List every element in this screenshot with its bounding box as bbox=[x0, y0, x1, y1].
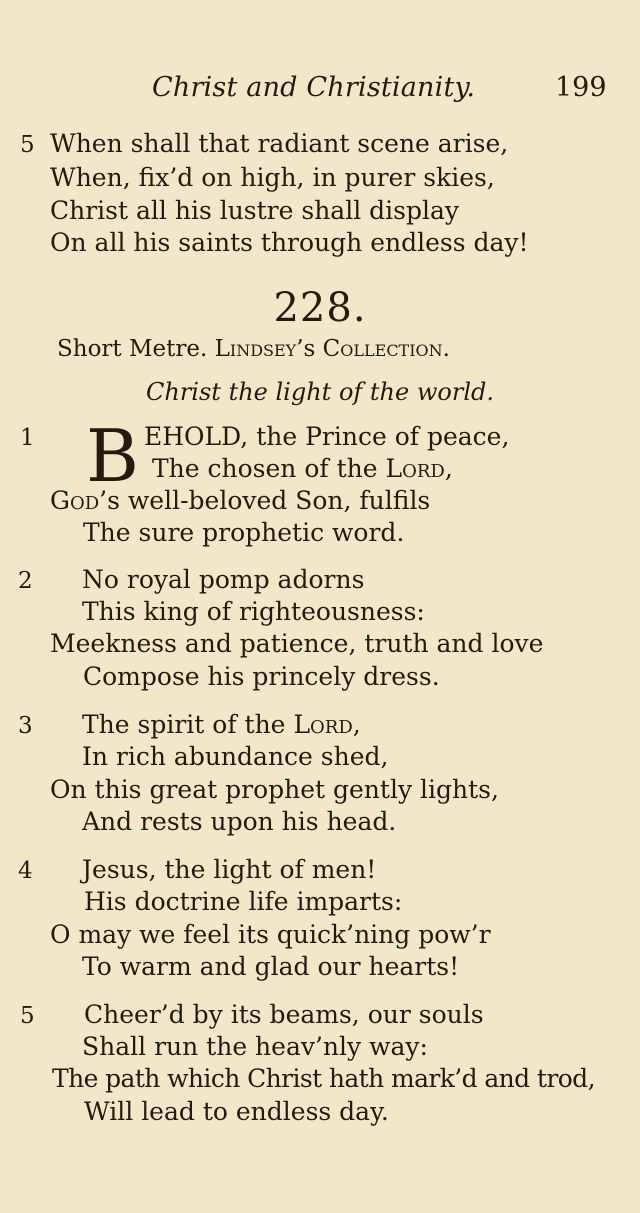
drop-cap: B bbox=[86, 414, 139, 498]
verse-line: Meekness and patience, truth and love bbox=[50, 629, 544, 658]
verse-line bbox=[50, 486, 430, 515]
verse-line: Shall run the heav’nly way: bbox=[82, 1032, 428, 1061]
source-suffix: ’s bbox=[296, 336, 323, 362]
metre: Short Metre. bbox=[57, 336, 208, 362]
hymn-subtitle: Christ the light of the world. bbox=[146, 378, 494, 406]
verse-line: The path which Christ hath mark’d and trod, bbox=[52, 1064, 595, 1093]
verse-line: Will lead to endless day. bbox=[84, 1097, 389, 1126]
line-text: The spirit of the bbox=[82, 710, 294, 739]
verse-line: On all his saints through endless day! bbox=[50, 228, 529, 257]
lord-word: Lord, bbox=[293, 710, 361, 739]
verse-number: 4 bbox=[18, 858, 33, 884]
verse-line: When, fix’d on high, in purer skies, bbox=[50, 163, 495, 192]
verse-line bbox=[82, 710, 361, 739]
source-collection: Collection. bbox=[322, 336, 450, 362]
verse-number: 5 bbox=[20, 132, 35, 158]
source-name: Lindsey bbox=[214, 336, 297, 362]
verse-line: Jesus, the light of men! bbox=[82, 855, 377, 884]
verse-line bbox=[152, 454, 453, 483]
verse-number: 3 bbox=[18, 713, 33, 739]
verse-line: Compose his princely dress. bbox=[83, 662, 440, 691]
running-title: Christ and Christianity. bbox=[152, 72, 476, 103]
verse-line: And rests upon his head. bbox=[82, 807, 397, 836]
verse-number: 1 bbox=[20, 425, 35, 451]
verse-line: No royal pomp adorns bbox=[82, 565, 365, 594]
verse-number: 5 bbox=[20, 1003, 35, 1029]
lord-word: Lord, bbox=[385, 454, 453, 483]
verse-line: In rich abundance shed, bbox=[82, 742, 389, 771]
verse-line: Christ all his lustre shall display bbox=[50, 196, 460, 225]
verse-line: This king of righteousness: bbox=[82, 597, 425, 626]
verse-line: On this great prophet gently lights, bbox=[50, 775, 499, 804]
metre-and-source bbox=[57, 336, 450, 362]
verse-number: 2 bbox=[18, 568, 33, 594]
verse-line: When shall that radiant scene arise, bbox=[50, 129, 509, 158]
line-text: The chosen of the bbox=[152, 454, 386, 483]
page-number: 199 bbox=[555, 72, 607, 103]
hymn-number: 228. bbox=[273, 285, 367, 331]
verse-line: To warm and glad our hearts! bbox=[82, 952, 460, 981]
verse-line: EHOLD, the Prince of peace, bbox=[144, 422, 510, 451]
verse-line: The sure prophetic word. bbox=[83, 518, 405, 547]
verse-line: His doctrine life imparts: bbox=[84, 887, 403, 916]
god-word: God bbox=[50, 486, 100, 515]
line-text: ’s well-beloved Son, fulfils bbox=[99, 486, 431, 515]
verse-line: Cheer’d by its beams, our souls bbox=[84, 1000, 484, 1029]
verse-line: O may we feel its quick’ning pow’r bbox=[50, 920, 491, 949]
